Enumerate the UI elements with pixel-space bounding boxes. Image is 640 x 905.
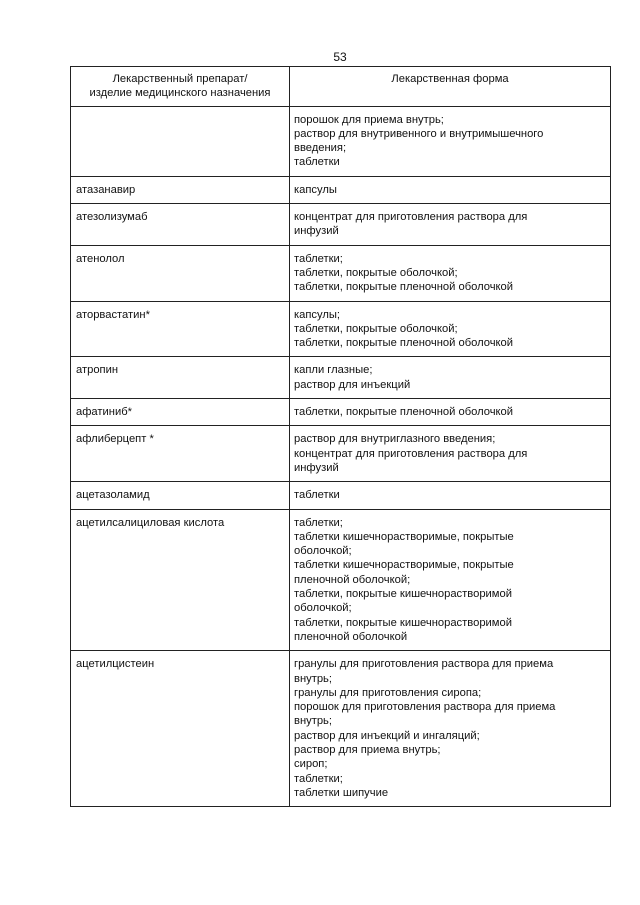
dosage-form-item: концентрат для приготовления раствора для инфузий — [294, 211, 528, 238]
dosage-form-cell — [290, 301, 611, 357]
dosage-form-item: капли глазные; — [294, 364, 373, 377]
drug-name-cell: атропин — [71, 357, 290, 399]
dosage-form-item: таблетки, покрытые кишечнорастворимой оболочкой; — [294, 588, 512, 615]
dosage-form-item: таблетки, покрытые оболочкой; — [294, 266, 458, 279]
dosage-form-cell — [290, 357, 611, 399]
dosage-form-item: раствор для инъекций — [294, 378, 411, 391]
table-row — [71, 426, 611, 482]
dosage-form-item: раствор для приема внутрь; — [294, 743, 441, 756]
table-row — [71, 204, 611, 246]
dosage-form-item: таблетки, покрытые пленочной оболочкой — [294, 337, 514, 350]
dosage-form-cell — [290, 509, 611, 651]
dosage-form-item: таблетки, покрытые кишечнорастворимой пленочной оболочкой — [294, 616, 512, 643]
dosage-form-item: таблетки шипучие — [294, 786, 389, 799]
dosage-form-item: порошок для приема внутрь; — [294, 113, 444, 126]
drug-name-cell — [71, 106, 290, 176]
dosage-form-item: капсулы — [294, 183, 337, 196]
dosage-form-item: таблетки кишечнорастворимые, покрытые оболочкой; — [294, 530, 514, 558]
table-header-row — [71, 67, 611, 107]
dosage-form-item: гранулы для приготовления сиропа; — [294, 686, 482, 699]
page-number: 53 — [333, 50, 347, 64]
table-row — [71, 176, 611, 203]
table-body — [71, 106, 611, 807]
drug-name-cell: атезолизумаб — [71, 204, 290, 246]
table-row — [71, 357, 611, 399]
table-row — [71, 509, 611, 651]
dosage-form-item: капсулы; — [294, 308, 341, 321]
drug-name-cell: аторвастатин* — [71, 301, 290, 357]
drug-name-cell: ацетилсалициловая кислота — [71, 509, 290, 651]
dosage-form-item: таблетки — [294, 489, 340, 502]
table-row — [71, 399, 611, 426]
table-row — [71, 301, 611, 357]
drug-name-cell: ацетазоламид — [71, 482, 290, 509]
dosage-form-cell — [290, 426, 611, 482]
dosage-form-item: сироп; — [294, 758, 328, 771]
dosage-form-item: таблетки; — [294, 516, 343, 529]
column-header-drug-line: Лекарственный препарат/ — [112, 73, 248, 85]
dosage-form-item: таблетки кишечнорастворимые, покрытые пленочной оболочкой; — [294, 559, 514, 586]
dosage-form-item: таблетки; — [294, 772, 343, 785]
dosage-form-item: раствор для внутривенного и внутримышечного введения; — [294, 127, 544, 155]
table-row — [71, 651, 611, 807]
table-row — [71, 482, 611, 509]
dosage-form-item: таблетки; — [294, 252, 343, 265]
dosage-form-cell — [290, 176, 611, 203]
dosage-form-cell — [290, 651, 611, 807]
dosage-form-item: порошок для приготовления раствора для приема внутрь; — [294, 701, 556, 728]
dosage-form-item: таблетки, покрытые пленочной оболочкой — [294, 406, 514, 419]
dosage-form-item: раствор для инъекций и ингаляций; — [294, 729, 480, 742]
dosage-form-item: таблетки, покрытые оболочкой; — [294, 322, 458, 335]
column-header-drug-line: изделие медицинского назначения — [89, 87, 271, 100]
column-header-form: Лекарственная форма — [290, 67, 611, 107]
dosage-form-cell — [290, 399, 611, 426]
dosage-form-item: таблетки — [294, 156, 340, 169]
dosage-form-cell — [290, 204, 611, 246]
drug-name-cell: атенолол — [71, 245, 290, 301]
table-row — [71, 106, 611, 176]
table-row — [71, 245, 611, 301]
drug-name-cell: ацетилцистеин — [71, 651, 290, 807]
drug-name-cell: афлиберцепт * — [71, 426, 290, 482]
drug-name-cell: афатиниб* — [71, 399, 290, 426]
dosage-form-item: таблетки, покрытые пленочной оболочкой — [294, 281, 514, 294]
dosage-form-cell — [290, 482, 611, 509]
dosage-form-cell — [290, 245, 611, 301]
drug-name-cell: атазанавир — [71, 176, 290, 203]
dosage-form-cell — [290, 106, 611, 176]
dosage-form-item: раствор для внутриглазного введения; — [294, 433, 496, 446]
dosage-form-item: гранулы для приготовления раствора для приема внутрь; — [294, 658, 554, 685]
drug-table — [70, 66, 611, 807]
dosage-form-item: концентрат для приготовления раствора для инфузий — [294, 447, 528, 474]
column-header-drug — [71, 67, 290, 107]
